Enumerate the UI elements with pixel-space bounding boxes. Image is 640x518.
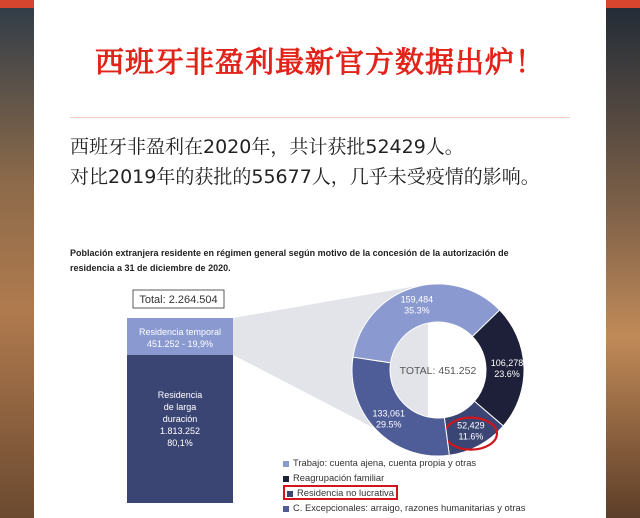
legend-swatch: [283, 506, 289, 512]
bar-label-larga-duracion-line: 1.813.252: [159, 426, 201, 436]
intro-line-1: 西班牙非盈利在2020年，共计获批52429人。: [70, 136, 464, 158]
donut-percent-label: 35.3%: [404, 305, 430, 316]
legend-item-trabajo: [283, 455, 573, 470]
legend-swatch: [283, 476, 289, 482]
headline: 西班牙非盈利最新官方数据出炉！: [94, 45, 545, 79]
highlight-box: [283, 485, 398, 500]
figure-title-line-2: residencia a 31 de diciembre de 2020.: [70, 263, 231, 273]
donut-percent-label: 23.6%: [494, 368, 520, 379]
donut-value-label: 133,061: [372, 408, 406, 419]
legend-swatch: [287, 491, 293, 497]
intro-line-2: 对比2019年的获批的55677人，几乎未受疫情的影响。: [70, 166, 540, 188]
bar-label-larga-duracion-line: de larga: [163, 402, 197, 412]
legend-label: Residencia no lucrativa: [297, 487, 394, 498]
donut-value-label: 52,429: [457, 420, 485, 431]
bar-label-larga-duracion-line: Residencia: [157, 390, 203, 400]
legend-swatch: [283, 461, 289, 467]
donut-percent-label: 11.6%: [458, 431, 484, 442]
legend-label: Reagrupación familiar: [293, 472, 385, 483]
donut-center-label: TOTAL: 451.252: [399, 365, 477, 377]
bar-total-label: Total: 2.264.504: [139, 294, 218, 306]
donut-percent-label: 29.5%: [376, 419, 402, 430]
bar-label-larga-duracion-line: duración: [162, 414, 198, 424]
bar-label-temporal: Residencia temporal: [138, 327, 222, 337]
bar-value-temporal: 451.252 - 19,9%: [146, 339, 214, 349]
legend-item-reagrupacion: [283, 470, 573, 485]
legend-label: Trabajo: cuenta ajena, cuenta propia y otras: [293, 457, 477, 468]
donut-value-label: 159,484: [400, 294, 434, 305]
chart-legend: [283, 455, 573, 515]
legend-item-no-lucrativa: [283, 485, 573, 500]
legend-label: C. Excepcionales: arraigo, razones humanitarias y otras: [293, 502, 526, 513]
donut-value-label: 106,278: [490, 357, 524, 368]
bar-label-larga-duracion-line: 80,1%: [167, 438, 193, 448]
figure-title-line-1: Población extranjera residente en régimen general según motivo de la concesión de la autorización de: [70, 248, 509, 258]
legend-item-excepcionales: [283, 500, 573, 515]
